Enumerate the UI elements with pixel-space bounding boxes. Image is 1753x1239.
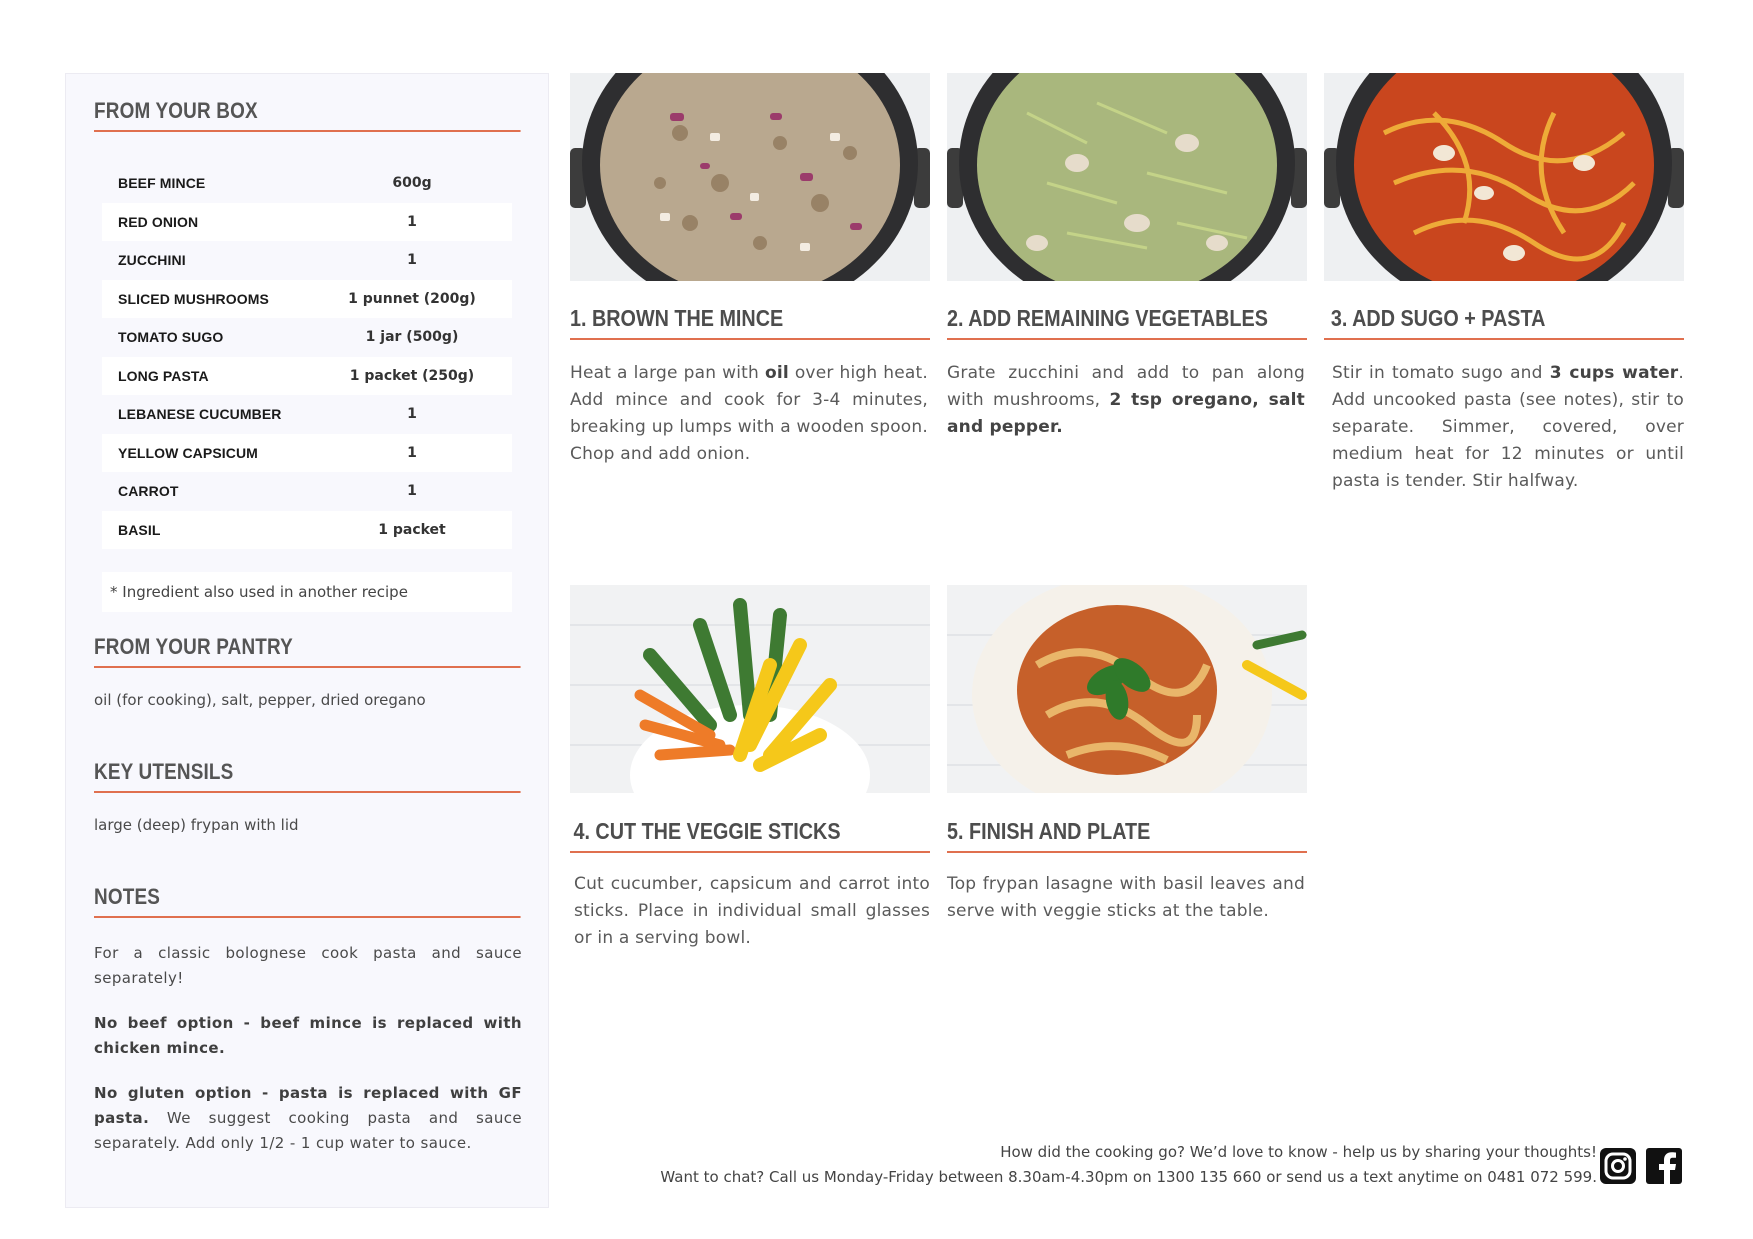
footer-feedback-line: How did the cooking go? We’d love to know - help us by sharing your thoughts!: [1000, 1143, 1597, 1161]
notes-title: NOTES: [94, 884, 521, 918]
note-no-gluten: No gluten option - pasta is replaced with GF pasta. We suggest cooking pasta and sauce separately. Add only 1/2 - 1 cup water to sauce.: [94, 1084, 522, 1152]
notes-body: [94, 941, 522, 1176]
utensils-text: large (deep) frypan with lid: [94, 816, 299, 834]
ingredient-row: [102, 472, 512, 511]
note-classic: For a classic bolognese cook pasta and sauce separately!: [94, 944, 522, 987]
ingredient-qty: 600g: [392, 175, 432, 192]
ingredient-qty: 1: [407, 483, 417, 500]
ingredient-name: CARROT: [118, 483, 179, 500]
ingredient-name: ZUCCHINI: [118, 252, 186, 269]
ingredient-name: BEEF MINCE: [118, 175, 206, 192]
utensils-title: KEY UTENSILS: [94, 759, 521, 793]
ingredient-name: YELLOW CAPSICUM: [118, 444, 258, 461]
ingredient-qty: 1 packet (250g): [349, 367, 475, 384]
step-4-text: Cut cucumber, capsicum and carrot into sticks. Place in individual small glasses or in a serving bowl.: [574, 874, 930, 948]
ingredient-qty: 1 packet: [378, 521, 446, 538]
ingredient-qty: 1: [407, 252, 417, 269]
ingredient-name: TOMATO SUGO: [118, 329, 224, 346]
ingredients-table: [102, 164, 512, 549]
step-2-title: 2. ADD REMAINING VEGETABLES: [947, 305, 1307, 340]
step-2-text: Grate zucchini and add to pan along with mushrooms, 2 tsp oregano, salt and pepper.: [947, 363, 1305, 437]
pantry-text: oil (for cooking), salt, pepper, dried oregano: [94, 691, 426, 709]
ingredient-name: RED ONION: [118, 213, 199, 230]
footer-contact: [660, 1140, 1597, 1190]
ingredients-sidebar: [65, 73, 549, 1208]
from-box-title: FROM YOUR BOX: [94, 98, 521, 132]
step-5-photo: [947, 585, 1307, 793]
ingredient-qty: 1: [407, 444, 417, 461]
step-1-photo: [570, 73, 930, 281]
ingredient-row: [102, 280, 512, 319]
instagram-icon[interactable]: [1600, 1148, 1636, 1184]
ingredient-name: LONG PASTA: [118, 367, 209, 384]
step-1-text: Heat a large pan with oil over high heat. Add mince and cook for 3-4 minutes, breaking up lumps with a wooden spoon. Chop and add onion.: [570, 363, 928, 464]
step-5-title: 5. FINISH AND PLATE: [947, 818, 1307, 853]
step-1-title: 1. BROWN THE MINCE: [570, 305, 930, 340]
ingredient-row: [102, 395, 512, 434]
ingredient-footnote: * Ingredient also used in another recipe: [102, 572, 512, 612]
facebook-icon[interactable]: [1646, 1148, 1682, 1184]
ingredient-row: [102, 357, 512, 396]
ingredient-row: [102, 203, 512, 242]
ingredient-row: [102, 511, 512, 550]
ingredient-row: [102, 434, 512, 473]
ingredient-row: [102, 164, 512, 203]
ingredient-qty: 1 jar (500g): [365, 329, 459, 346]
ingredient-name: LEBANESE CUCUMBER: [118, 406, 282, 423]
step-2-photo: [947, 73, 1307, 281]
ingredient-row: [102, 318, 512, 357]
step-3-text: Stir in tomato sugo and 3 cups water. Add uncooked pasta (see notes), stir to separate. Simmer, covered, over medium heat for 12 minutes or until pasta is tender. Stir halfway.: [1332, 363, 1685, 491]
footer-chat-line: Want to chat? Call us Monday-Friday between 8.30am-4.30pm on 1300 135 660 or send us a text anytime on 0481 072 599.: [660, 1168, 1597, 1186]
note-no-beef: No beef option - beef mince is replaced with chicken mince.: [94, 1014, 522, 1057]
step-3-title: 3. ADD SUGO + PASTA: [1324, 305, 1684, 340]
ingredient-name: SLICED MUSHROOMS: [118, 290, 269, 307]
ingredient-qty: 1: [407, 213, 417, 230]
step-3-photo: [1324, 73, 1684, 281]
step-4-photo: [570, 585, 930, 793]
ingredient-qty: 1: [407, 406, 417, 423]
ingredient-row: [102, 241, 512, 280]
step-4-title: 4. CUT THE VEGGIE STICKS: [570, 818, 930, 853]
pantry-title: FROM YOUR PANTRY: [94, 634, 521, 668]
ingredient-qty: 1 punnet (200g): [348, 290, 476, 307]
step-5-text: Top frypan lasagne with basil leaves and serve with veggie sticks at the table.: [947, 874, 1305, 921]
ingredient-name: BASIL: [118, 521, 161, 538]
